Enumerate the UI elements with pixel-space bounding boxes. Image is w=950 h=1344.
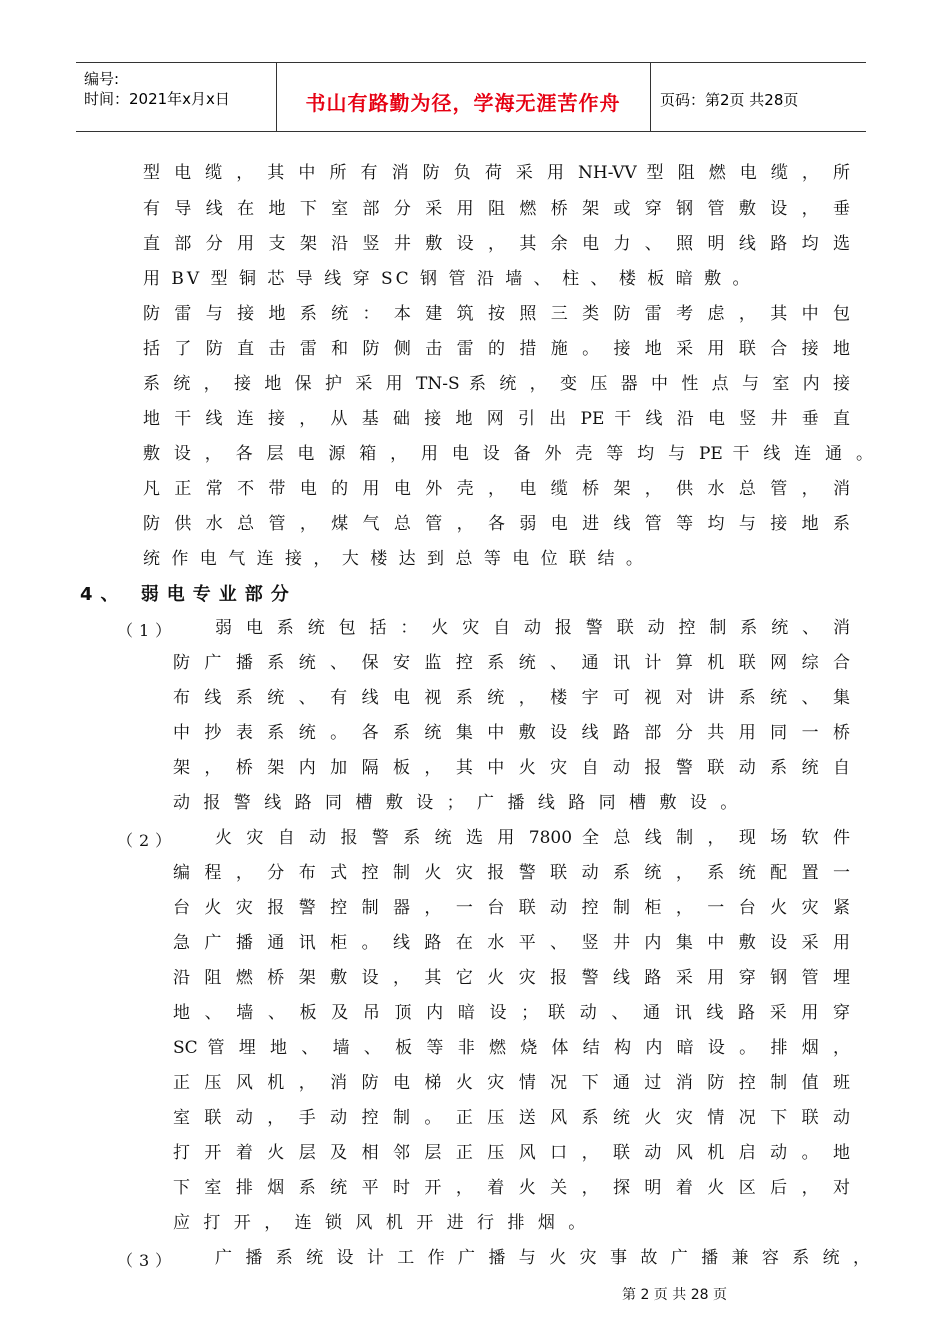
header-divider [650,63,651,131]
body-line: 防 供 水 总 管 ， 煤 气 总 管 ， 各 弱 电 进 线 管 等 均 与 接 地 系 [143,514,850,534]
header-page-number: 页码：第2页 共28页 [660,91,799,109]
item-number: （3） [117,1251,178,1270]
body-line: 敷 设 ， 各 层 电 源 箱 ， 用 电 设 备 外 壳 等 均 与 PE 干 线 连 通 。 [143,444,873,464]
section-heading: 4、 弱电专业部分 [80,584,297,605]
document-time-label: 时间：2021年x月x日 [84,90,230,108]
page-header [76,62,866,132]
document-number-label: 编号: [84,70,120,88]
body-line: 动 报 警 线 路 同 槽 敷 设 ； 广 播 线 路 同 槽 敷 设 。 [173,793,742,813]
body-line: 系 统 ， 接 地 保 护 采 用 TN-S 系 统 ， 变 压 器 中 性 点 与 室 内 接 [143,374,850,394]
body-line: 沿 阻 燃 桥 架 敷 设 ， 其 它 火 灾 报 警 线 路 采 用 穿 钢 管 埋 [173,968,850,988]
body-line: 括 了 防 直 击 雷 和 防 侧 击 雷 的 措 施 。 接 地 采 用 联 合 接 地 [143,339,850,359]
body-line: 编 程 ， 分 布 式 控 制 火 灾 报 警 联 动 系 统 ， 系 统 配 置 一 [173,863,850,883]
header-motto: 书山有路勤为径，学海无涯苦作舟 [305,91,621,115]
body-line: 直 部 分 用 支 架 沿 竖 井 敷 设 ， 其 余 电 力 、 照 明 线 路 均 选 [143,234,850,254]
header-meta [84,69,230,109]
body-line: 地 干 线 连 接 ， 从 基 础 接 地 网 引 出 PE 干 线 沿 电 竖 井 垂 直 [143,409,850,429]
body-line: 防 广 播 系 统 、 保 安 监 控 系 统 、 通 讯 计 算 机 联 网 综 合 [173,653,850,673]
body-line: SC 管 埋 地 、 墙 、 板 等 非 燃 烧 体 结 构 内 暗 设 。 排 烟 ， [173,1038,850,1058]
body-line: 台 火 灾 报 警 控 制 器 ， 一 台 联 动 控 制 柜 ， 一 台 火 灾 紧 [173,898,850,918]
body-line: 地 、 墙 、 板 及 吊 顶 内 暗 设 ； 联 动 、 通 讯 线 路 采 用 穿 [173,1003,850,1023]
body-line: 打 开 着 火 层 及 相 邻 层 正 压 风 口 ， 联 动 风 机 启 动 。 地 [173,1143,850,1163]
item-number: （2） [117,831,178,850]
body-line: 正 压 风 机 ， 消 防 电 梯 火 灾 情 况 下 通 过 消 防 控 制 值 班 [173,1073,850,1093]
body-line: 中 抄 表 系 统 。 各 系 统 集 中 敷 设 线 路 部 分 共 用 同 一 桥 [173,723,850,743]
body-line: 广 播 系 统 设 计 工 作 广 播 与 火 灾 事 故 广 播 兼 容 系 统 ， [215,1248,870,1268]
body-line: 布 线 系 统 、 有 线 电 视 系 统 ， 楼 宇 可 视 对 讲 系 统 、 集 [173,688,850,708]
body-line: 有 导 线 在 地 下 室 部 分 采 用 阻 燃 桥 架 或 穿 钢 管 敷 设 ， 垂 [143,199,850,219]
item-number: （1） [117,621,178,640]
body-line: 架 ， 桥 架 内 加 隔 板 ， 其 中 火 灾 自 动 报 警 联 动 系 统 自 [173,758,850,778]
body-line: 下 室 排 烟 系 统 平 时 开 ， 着 火 关 ， 探 明 着 火 区 后 ， 对 [173,1178,850,1198]
body-line: 统 作 电 气 连 接 ， 大 楼 达 到 总 等 电 位 联 结 。 [143,549,646,569]
body-line: 用 BV 型 铜 芯 导 线 穿 SC 钢 管 沿 墙 、 柱 、 楼 板 暗 敷 。 [143,269,753,289]
body-line: 防 雷 与 接 地 系 统 ： 本 建 筑 按 照 三 类 防 雷 考 虑 ， 其 中 包 [143,304,850,324]
body-line: 室 联 动 ， 手 动 控 制 。 正 压 送 风 系 统 火 灾 情 况 下 联 动 [173,1108,850,1128]
body-line: 型 电 缆 ， 其 中 所 有 消 防 负 荷 采 用 NH-VV 型 阻 燃 电 缆 ， 所 [143,163,850,183]
body-line: 弱 电 系 统 包 括 ： 火 灾 自 动 报 警 联 动 控 制 系 统 、 消 [215,618,850,638]
page-footer: 第 2 页 共 28 页 [622,1287,727,1303]
body-line: 火 灾 自 动 报 警 系 统 选 用 7800 全 总 线 制 ， 现 场 软 件 [215,828,850,848]
body-line: 凡 正 常 不 带 电 的 用 电 外 壳 ， 电 缆 桥 架 ， 供 水 总 管 ， 消 [143,479,850,499]
body-line: 应 打 开 ， 连 锁 风 机 开 进 行 排 烟 。 [173,1213,590,1233]
body-line: 急 广 播 通 讯 柜 。 线 路 在 水 平 、 竖 井 内 集 中 敷 设 采 用 [173,933,850,953]
